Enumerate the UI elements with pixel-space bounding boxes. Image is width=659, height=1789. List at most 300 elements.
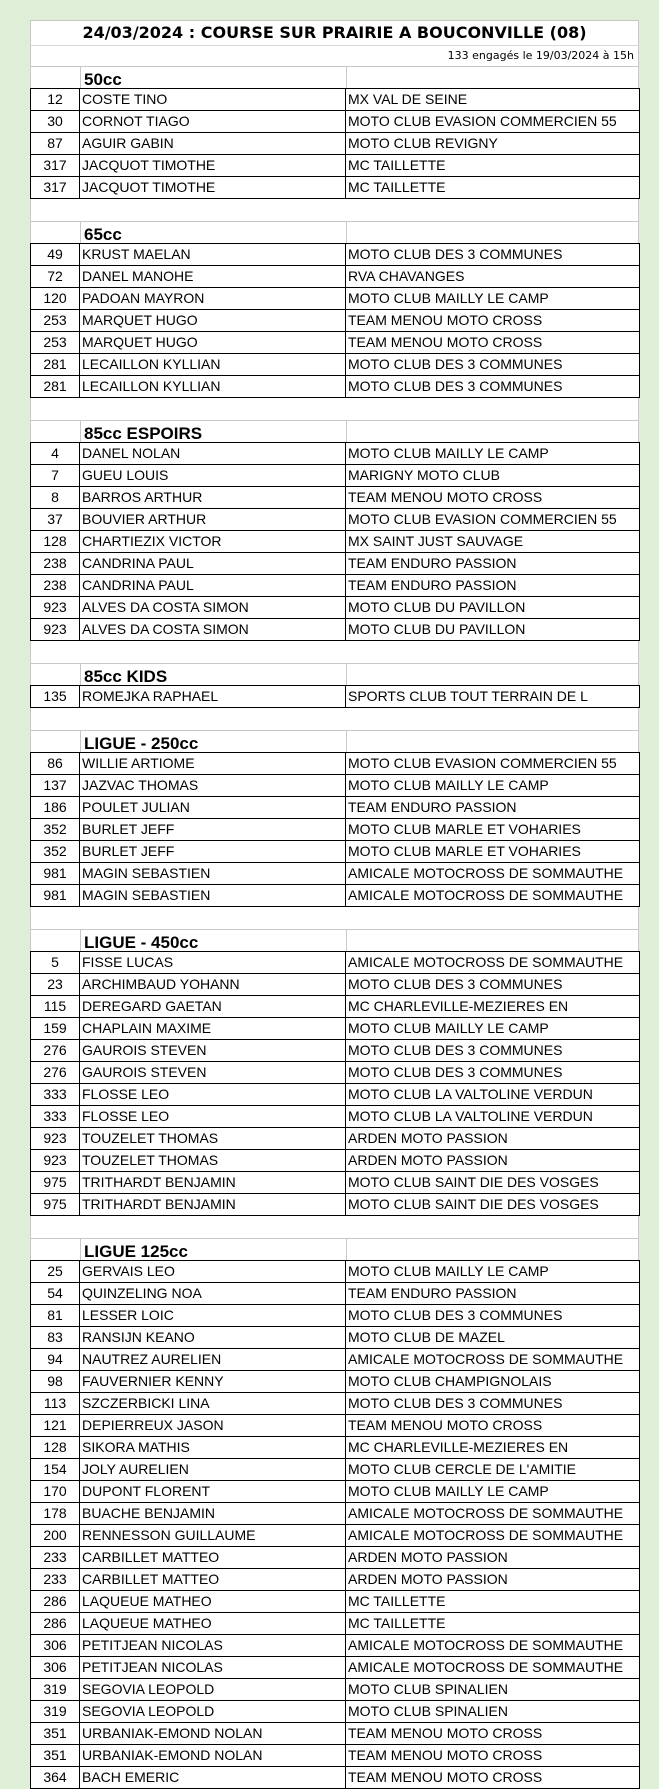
rider-name: BURLET JEFF: [80, 841, 346, 863]
race-number: 923: [31, 1128, 80, 1150]
rider-name: GAUROIS STEVEN: [80, 1062, 346, 1084]
table-row: [31, 1194, 640, 1216]
race-number: 975: [31, 1194, 80, 1216]
table-row: [31, 619, 640, 641]
rider-name: GERVAIS LEO: [80, 1261, 346, 1283]
club-name: ARDEN MOTO PASSION: [346, 1547, 640, 1569]
category-header: [30, 221, 639, 243]
club-name: MOTO CLUB EVASION COMMERCIEN 55: [346, 111, 640, 133]
table-row: [31, 509, 640, 531]
rider-name: MAGIN SEBASTIEN: [80, 885, 346, 907]
rider-name: COSTE TINO: [80, 89, 346, 111]
race-number: 233: [31, 1569, 80, 1591]
category-section: [30, 663, 639, 708]
club-name: MOTO CLUB SAINT DIE DES VOSGES: [346, 1172, 640, 1194]
header-empty-cell: [30, 730, 80, 752]
category-section: [30, 929, 639, 1216]
race-number: 94: [31, 1349, 80, 1371]
table-row: [31, 1150, 640, 1172]
club-name: TEAM MENOU MOTO CROSS: [346, 310, 640, 332]
rider-name: CHARTIEZIX VICTOR: [80, 531, 346, 553]
table-row: [31, 1547, 640, 1569]
table-row: [31, 354, 640, 376]
race-number: 923: [31, 597, 80, 619]
header-empty-cell: [346, 221, 639, 243]
club-name: AMICALE MOTOCROSS DE SOMMAUTHE: [346, 863, 640, 885]
table-row: [31, 1459, 640, 1481]
race-number: 115: [31, 996, 80, 1018]
table-row: [31, 1723, 640, 1745]
table-row: [31, 1657, 640, 1679]
club-name: MOTO CLUB SPINALIEN: [346, 1679, 640, 1701]
club-name: MOTO CLUB DU PAVILLON: [346, 597, 640, 619]
club-name: MOTO CLUB LA VALTOLINE VERDUN: [346, 1084, 640, 1106]
rider-name: GUEU LOUIS: [80, 465, 346, 487]
rider-name: MARQUET HUGO: [80, 332, 346, 354]
club-name: TEAM MENOU MOTO CROSS: [346, 1415, 640, 1437]
table-row: [31, 1084, 640, 1106]
table-row: [31, 974, 640, 996]
table-row: [31, 376, 640, 398]
section-spacer: [30, 199, 639, 221]
table-row: [31, 177, 640, 199]
club-name: MOTO CLUB CERCLE DE L'AMITIE: [346, 1459, 640, 1481]
category-section: [30, 221, 639, 398]
category-header: [30, 66, 639, 88]
club-name: MOTO CLUB DES 3 COMMUNES: [346, 354, 640, 376]
category-header: [30, 929, 639, 951]
table-row: [31, 597, 640, 619]
club-name: ARDEN MOTO PASSION: [346, 1128, 640, 1150]
race-number: 72: [31, 266, 80, 288]
rider-name: ARCHIMBAUD YOHANN: [80, 974, 346, 996]
table-row: [31, 1481, 640, 1503]
table-row: [31, 1305, 640, 1327]
rider-name: SIKORA MATHIS: [80, 1437, 346, 1459]
table-row: [31, 443, 640, 465]
rider-name: PETITJEAN NICOLAS: [80, 1657, 346, 1679]
rider-name: CANDRINA PAUL: [80, 575, 346, 597]
table-row: [31, 952, 640, 974]
race-number: 170: [31, 1481, 80, 1503]
rider-name: SZCZERBICKI LINA: [80, 1393, 346, 1415]
table-row: [31, 1635, 640, 1657]
race-number: 351: [31, 1745, 80, 1767]
club-name: MOTO CLUB DES 3 COMMUNES: [346, 1393, 640, 1415]
rider-name: FLOSSE LEO: [80, 1084, 346, 1106]
table-row: [31, 1679, 640, 1701]
race-number: 317: [31, 177, 80, 199]
rider-name: SEGOVIA LEOPOLD: [80, 1701, 346, 1723]
club-name: MOTO CLUB MAILLY LE CAMP: [346, 775, 640, 797]
race-number: 81: [31, 1305, 80, 1327]
rider-name: DANEL NOLAN: [80, 443, 346, 465]
club-name: TEAM ENDURO PASSION: [346, 553, 640, 575]
rider-name: JOLY AURELIEN: [80, 1459, 346, 1481]
club-name: TEAM MENOU MOTO CROSS: [346, 1745, 640, 1767]
race-number: 923: [31, 619, 80, 641]
club-name: MC CHARLEVILLE-MEZIERES EN: [346, 996, 640, 1018]
club-name: TEAM MENOU MOTO CROSS: [346, 332, 640, 354]
club-name: MOTO CLUB EVASION COMMERCIEN 55: [346, 509, 640, 531]
race-number: 253: [31, 310, 80, 332]
table-row: [31, 288, 640, 310]
race-number: 25: [31, 1261, 80, 1283]
table-row: [31, 819, 640, 841]
race-number: 317: [31, 155, 80, 177]
race-number: 178: [31, 1503, 80, 1525]
table-row: [31, 1283, 640, 1305]
rider-name: BARROS ARTHUR: [80, 487, 346, 509]
race-number: 281: [31, 354, 80, 376]
category-title: LIGUE - 250cc: [80, 730, 346, 752]
rider-name: BUACHE BENJAMIN: [80, 1503, 346, 1525]
club-name: MOTO CLUB DES 3 COMMUNES: [346, 1040, 640, 1062]
club-name: MARIGNY MOTO CLUB: [346, 465, 640, 487]
race-number: 37: [31, 509, 80, 531]
entries-table: [30, 951, 640, 1216]
table-row: [31, 266, 640, 288]
table-row: [31, 89, 640, 111]
rider-name: DANEL MANOHE: [80, 266, 346, 288]
race-number: 135: [31, 686, 80, 708]
section-spacer: [30, 641, 639, 663]
section-spacer: [30, 398, 639, 420]
club-name: MOTO CLUB MAILLY LE CAMP: [346, 1018, 640, 1040]
club-name: MOTO CLUB MAILLY LE CAMP: [346, 1261, 640, 1283]
entries-table: [30, 685, 640, 708]
race-number: 352: [31, 819, 80, 841]
club-name: MOTO CLUB DES 3 COMMUNES: [346, 974, 640, 996]
rider-name: TOUZELET THOMAS: [80, 1150, 346, 1172]
race-number: 87: [31, 133, 80, 155]
race-number: 121: [31, 1415, 80, 1437]
table-row: [31, 1349, 640, 1371]
table-row: [31, 487, 640, 509]
rider-name: URBANIAK-EMOND NOLAN: [80, 1723, 346, 1745]
section-spacer: [30, 708, 639, 730]
rider-name: ROMEJKA RAPHAEL: [80, 686, 346, 708]
race-number: 7: [31, 465, 80, 487]
club-name: MOTO CLUB MAILLY LE CAMP: [346, 288, 640, 310]
table-row: [31, 1569, 640, 1591]
category-section: [30, 420, 639, 641]
race-number: 120: [31, 288, 80, 310]
race-number: 333: [31, 1106, 80, 1128]
rider-name: WILLIE ARTIOME: [80, 753, 346, 775]
club-name: MOTO CLUB CHAMPIGNOLAIS: [346, 1371, 640, 1393]
race-number: 113: [31, 1393, 80, 1415]
header-empty-cell: [30, 66, 80, 88]
race-number: 5: [31, 952, 80, 974]
rider-name: AGUIR GABIN: [80, 133, 346, 155]
table-row: [31, 1393, 640, 1415]
category-section: [30, 1238, 639, 1789]
table-row: [31, 1128, 640, 1150]
club-name: MOTO CLUB DU PAVILLON: [346, 619, 640, 641]
race-number: 98: [31, 1371, 80, 1393]
category-title: 85cc ESPOIRS: [80, 420, 346, 442]
club-name: MOTO CLUB DE MAZEL: [346, 1327, 640, 1349]
table-row: [31, 332, 640, 354]
rider-name: CORNOT TIAGO: [80, 111, 346, 133]
table-row: [31, 111, 640, 133]
club-name: MOTO CLUB MAILLY LE CAMP: [346, 443, 640, 465]
header-empty-cell: [30, 1238, 80, 1260]
table-row: [31, 1767, 640, 1789]
rider-name: PADOAN MAYRON: [80, 288, 346, 310]
race-number: 351: [31, 1723, 80, 1745]
sections-container: [30, 66, 639, 1789]
rider-name: FAUVERNIER KENNY: [80, 1371, 346, 1393]
table-row: [31, 996, 640, 1018]
race-number: 86: [31, 753, 80, 775]
race-number: 154: [31, 1459, 80, 1481]
club-name: RVA CHAVANGES: [346, 266, 640, 288]
table-row: [31, 1701, 640, 1723]
rider-name: TOUZELET THOMAS: [80, 1128, 346, 1150]
club-name: AMICALE MOTOCROSS DE SOMMAUTHE: [346, 1657, 640, 1679]
rider-name: JACQUOT TIMOTHE: [80, 177, 346, 199]
race-number: 83: [31, 1327, 80, 1349]
race-number: 4: [31, 443, 80, 465]
header-empty-cell: [346, 663, 639, 685]
club-name: SPORTS CLUB TOUT TERRAIN DE L: [346, 686, 640, 708]
club-name: MC TAILLETTE: [346, 1591, 640, 1613]
rider-name: LECAILLON KYLLIAN: [80, 354, 346, 376]
race-number: 981: [31, 863, 80, 885]
table-row: [31, 1261, 640, 1283]
rider-name: CARBILLET MATTEO: [80, 1569, 346, 1591]
club-name: MOTO CLUB REVIGNY: [346, 133, 640, 155]
club-name: MOTO CLUB SPINALIEN: [346, 1701, 640, 1723]
table-row: [31, 1040, 640, 1062]
rider-name: DEREGARD GAETAN: [80, 996, 346, 1018]
entries-table: [30, 243, 640, 398]
table-row: [31, 775, 640, 797]
club-name: TEAM MENOU MOTO CROSS: [346, 487, 640, 509]
category-title: 65cc: [80, 221, 346, 243]
race-number: 23: [31, 974, 80, 996]
category-header: [30, 663, 639, 685]
header-empty-cell: [346, 1238, 639, 1260]
rider-name: MAGIN SEBASTIEN: [80, 863, 346, 885]
entries-table: [30, 1260, 640, 1789]
rider-name: LECAILLON KYLLIAN: [80, 376, 346, 398]
race-number: 981: [31, 885, 80, 907]
rider-name: CARBILLET MATTEO: [80, 1547, 346, 1569]
rider-name: POULET JULIAN: [80, 797, 346, 819]
entries-table: [30, 442, 640, 641]
rider-name: BURLET JEFF: [80, 819, 346, 841]
race-number: 54: [31, 1283, 80, 1305]
club-name: AMICALE MOTOCROSS DE SOMMAUTHE: [346, 1349, 640, 1371]
race-number: 238: [31, 575, 80, 597]
club-name: ARDEN MOTO PASSION: [346, 1569, 640, 1591]
table-row: [31, 1172, 640, 1194]
table-row: [31, 797, 640, 819]
race-number: 128: [31, 531, 80, 553]
rider-name: ALVES DA COSTA SIMON: [80, 597, 346, 619]
race-number: 8: [31, 487, 80, 509]
category-title: 50cc: [80, 66, 346, 88]
club-name: TEAM ENDURO PASSION: [346, 1283, 640, 1305]
category-header: [30, 420, 639, 442]
race-number: 12: [31, 89, 80, 111]
club-name: AMICALE MOTOCROSS DE SOMMAUTHE: [346, 952, 640, 974]
club-name: MOTO CLUB EVASION COMMERCIEN 55: [346, 753, 640, 775]
table-row: [31, 1591, 640, 1613]
club-name: MC TAILLETTE: [346, 155, 640, 177]
rider-name: FLOSSE LEO: [80, 1106, 346, 1128]
category-header: [30, 730, 639, 752]
race-number: 286: [31, 1591, 80, 1613]
table-row: [31, 1018, 640, 1040]
header-empty-cell: [346, 66, 639, 88]
club-name: MOTO CLUB DES 3 COMMUNES: [346, 1062, 640, 1084]
table-row: [31, 1437, 640, 1459]
race-number: 238: [31, 553, 80, 575]
header-empty-cell: [30, 221, 80, 243]
club-name: TEAM ENDURO PASSION: [346, 575, 640, 597]
table-row: [31, 1745, 640, 1767]
header-empty-cell: [346, 420, 639, 442]
header-empty-cell: [346, 929, 639, 951]
rider-name: LAQUEUE MATHEO: [80, 1613, 346, 1635]
race-number: 233: [31, 1547, 80, 1569]
table-row: [31, 575, 640, 597]
entries-count-note: 133 engagés le 19/03/2024 à 15h: [30, 46, 639, 66]
rider-name: TRITHARDT BENJAMIN: [80, 1194, 346, 1216]
rider-name: BOUVIER ARTHUR: [80, 509, 346, 531]
rider-name: KRUST MAELAN: [80, 244, 346, 266]
header-empty-cell: [346, 730, 639, 752]
race-number: 364: [31, 1767, 80, 1789]
rider-name: QUINZELING NOA: [80, 1283, 346, 1305]
rider-name: DEPIERREUX JASON: [80, 1415, 346, 1437]
table-row: [31, 863, 640, 885]
rider-name: URBANIAK-EMOND NOLAN: [80, 1745, 346, 1767]
entries-table: [30, 88, 640, 199]
category-title: LIGUE - 450cc: [80, 929, 346, 951]
table-row: [31, 133, 640, 155]
category-header: [30, 1238, 639, 1260]
page-title: 24/03/2024 : COURSE SUR PRAIRIE A BOUCONVILLE (08): [30, 20, 639, 46]
race-number: 319: [31, 1679, 80, 1701]
rider-name: DUPONT FLORENT: [80, 1481, 346, 1503]
club-name: MOTO CLUB SAINT DIE DES VOSGES: [346, 1194, 640, 1216]
race-number: 276: [31, 1062, 80, 1084]
race-number: 186: [31, 797, 80, 819]
category-title: 85cc KIDS: [80, 663, 346, 685]
race-number: 253: [31, 332, 80, 354]
rider-name: PETITJEAN NICOLAS: [80, 1635, 346, 1657]
race-number: 319: [31, 1701, 80, 1723]
race-number: 276: [31, 1040, 80, 1062]
rider-name: GAUROIS STEVEN: [80, 1040, 346, 1062]
race-number: 333: [31, 1084, 80, 1106]
race-number: 352: [31, 841, 80, 863]
club-name: TEAM ENDURO PASSION: [346, 797, 640, 819]
race-number: 159: [31, 1018, 80, 1040]
club-name: MC TAILLETTE: [346, 1613, 640, 1635]
rider-name: NAUTREZ AURELIEN: [80, 1349, 346, 1371]
table-row: [31, 1525, 640, 1547]
race-number: 923: [31, 1150, 80, 1172]
table-row: [31, 244, 640, 266]
club-name: MC CHARLEVILLE-MEZIERES EN: [346, 1437, 640, 1459]
rider-name: RANSIJN KEANO: [80, 1327, 346, 1349]
entry-list-sheet: [30, 20, 639, 1789]
table-row: [31, 885, 640, 907]
club-name: AMICALE MOTOCROSS DE SOMMAUTHE: [346, 1503, 640, 1525]
rider-name: LAQUEUE MATHEO: [80, 1591, 346, 1613]
table-row: [31, 1106, 640, 1128]
table-row: [31, 686, 640, 708]
table-row: [31, 841, 640, 863]
table-row: [31, 465, 640, 487]
table-row: [31, 1503, 640, 1525]
race-number: 49: [31, 244, 80, 266]
rider-name: MARQUET HUGO: [80, 310, 346, 332]
club-name: MOTO CLUB MARLE ET VOHARIES: [346, 819, 640, 841]
rider-name: CANDRINA PAUL: [80, 553, 346, 575]
race-number: 30: [31, 111, 80, 133]
table-row: [31, 531, 640, 553]
entries-table: [30, 752, 640, 907]
category-section: [30, 730, 639, 907]
club-name: TEAM MENOU MOTO CROSS: [346, 1767, 640, 1789]
rider-name: ALVES DA COSTA SIMON: [80, 619, 346, 641]
club-name: MOTO CLUB DES 3 COMMUNES: [346, 376, 640, 398]
race-number: 128: [31, 1437, 80, 1459]
club-name: MX SAINT JUST SAUVAGE: [346, 531, 640, 553]
section-spacer: [30, 1216, 639, 1238]
table-row: [31, 1062, 640, 1084]
rider-name: TRITHARDT BENJAMIN: [80, 1172, 346, 1194]
club-name: MOTO CLUB DES 3 COMMUNES: [346, 1305, 640, 1327]
race-number: 975: [31, 1172, 80, 1194]
table-row: [31, 1371, 640, 1393]
race-number: 137: [31, 775, 80, 797]
club-name: AMICALE MOTOCROSS DE SOMMAUTHE: [346, 1525, 640, 1547]
table-row: [31, 553, 640, 575]
header-empty-cell: [30, 663, 80, 685]
club-name: MC TAILLETTE: [346, 177, 640, 199]
rider-name: FISSE LUCAS: [80, 952, 346, 974]
section-spacer: [30, 907, 639, 929]
club-name: MOTO CLUB MAILLY LE CAMP: [346, 1481, 640, 1503]
rider-name: JAZVAC THOMAS: [80, 775, 346, 797]
rider-name: LESSER LOIC: [80, 1305, 346, 1327]
table-row: [31, 1415, 640, 1437]
club-name: MOTO CLUB LA VALTOLINE VERDUN: [346, 1106, 640, 1128]
category-section: [30, 66, 639, 199]
rider-name: RENNESSON GUILLAUME: [80, 1525, 346, 1547]
header-empty-cell: [30, 929, 80, 951]
club-name: AMICALE MOTOCROSS DE SOMMAUTHE: [346, 1635, 640, 1657]
race-number: 200: [31, 1525, 80, 1547]
header-empty-cell: [30, 420, 80, 442]
club-name: MOTO CLUB MARLE ET VOHARIES: [346, 841, 640, 863]
table-row: [31, 155, 640, 177]
table-row: [31, 310, 640, 332]
race-number: 281: [31, 376, 80, 398]
race-number: 306: [31, 1635, 80, 1657]
table-row: [31, 1327, 640, 1349]
race-number: 306: [31, 1657, 80, 1679]
club-name: AMICALE MOTOCROSS DE SOMMAUTHE: [346, 885, 640, 907]
